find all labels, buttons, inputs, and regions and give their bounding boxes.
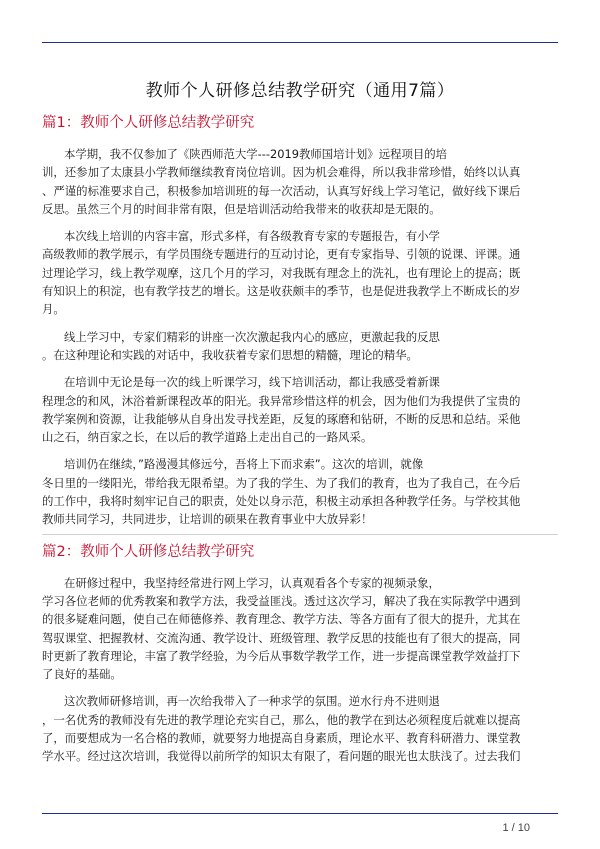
- paragraph: [42, 227, 558, 318]
- text-line: 训，还参加了太康县小学教师继续教育岗位培训。因为机会难得，所以我非常珍惜，始终以认真: [42, 165, 521, 180]
- footer-rule: [42, 813, 558, 814]
- text-line: 学水平。经过这次培训，我觉得以前所学的知识太有限了，看问题的眼光也太肤浅了。过去我们: [42, 749, 521, 764]
- text-line: 月。: [42, 302, 65, 317]
- paragraph: [42, 328, 558, 365]
- paragraph: [42, 145, 558, 218]
- text-line: 程理念的和风，沐浴着新课程改革的阳光。我异常珍惜这样的机会，因为他们为我提供了宝贵的: [42, 393, 521, 408]
- text-line: 山之石，纳百家之长，在以后的教学道路上走出自己的一路风采。: [42, 430, 373, 445]
- document-title: 教师个人研修总结教学研究（通用7篇）: [145, 81, 455, 101]
- text-line: 的工作中，我将时刻牢记自己的职责，处处以身示范，积极主动承担各种教学任务。与学校其他: [42, 494, 521, 509]
- text-line: 这次教师研修培训，再一次给我带入了一种求学的氛围。逆水行舟不进则退: [64, 694, 440, 709]
- text-line: 学习各位老师的优秀教案和教学方法，我受益匪浅。透过这次学习，解决了我在实际教学中遇到: [42, 593, 521, 608]
- header-rule: [42, 42, 558, 43]
- paragraph: [42, 455, 558, 528]
- text-line: 时更新了教育理论，丰富了教学经验，为今后从事数学教学工作，进一步提高课堂教学效益打下: [42, 648, 521, 663]
- text-line: 在研修过程中，我坚持经常进行网上学习，认真观看各个专家的视频录象，: [64, 575, 440, 590]
- text-line: 冬日里的一缕阳光，带给我无限希望。为了我的学生、为了我们的教育，也为了我自己，在今后: [42, 475, 521, 490]
- paragraph: [42, 574, 558, 684]
- paragraph: [42, 373, 558, 446]
- section-1: [42, 114, 558, 535]
- text-line: 、严谨的标准要求自己，积极参加培训班的每一次活动，认真写好线上学习笔记，做好线下课后: [42, 183, 521, 198]
- text-line: ，一名优秀的教师没有先进的教学理论充实自己，那么，他的教学在到达必须程度后就难以提高: [42, 712, 521, 727]
- text-line: 了，而要想成为一名合格的教师，就要努力地提高自身素质，理论水平、教育科研潜力、课堂教: [42, 731, 521, 746]
- text-line: 了良好的基础。: [42, 667, 122, 682]
- text-line: 本次线上培训的内容丰富，形式多样，有各级教育专家的专题报告，有小学: [64, 229, 440, 244]
- text-line: 有知识上的积淀，也有教学技艺的增长。这是收获颇丰的季节，也是促进我教学上不断成长的岁: [42, 284, 521, 299]
- document-body: [42, 114, 558, 775]
- text-line: 教师共同学习，共同进步，让培训的硕果在教育事业中大放异彩！: [42, 512, 373, 527]
- section-heading: 篇1：教师个人研修总结教学研究: [42, 115, 255, 131]
- text-line: 线上学习中，专家们精彩的讲座一次次激起我内心的感应，更激起我的反思: [64, 329, 440, 344]
- text-line: 教学案例和资源，让我能够从自身出发寻找差距，反复的琢磨和钻研，不断的反思和总结。采他: [42, 411, 521, 426]
- text-line: 培训仍在继续，”路漫漫其修远兮，吾将上下而求索”。这次的培训，就像: [64, 457, 424, 472]
- text-line: 的很多疑难问题，使自己在师德修养、教育理念、教学方法、等各方面有了很大的提升，尤其在: [42, 612, 521, 627]
- text-line: 高级教师的教学展示，有学员围绕专题进行的互动讨论，更有专家指导、引领的说课、评课。通: [42, 247, 521, 262]
- text-line: 反思。虽然三个月的时间非常有限，但是培训活动给我带来的收获却是无限的。: [42, 201, 441, 216]
- text-line: 。在这种理论和实践的对话中，我收获着专家们思想的精髓，理论的精华。: [42, 347, 418, 362]
- paragraph: [42, 692, 558, 765]
- text-line: 过理论学习，线上教学观摩，这几个月的学习，对我既有理念上的洗礼，也有理论上的提高；既: [42, 265, 521, 280]
- section-heading: 篇2：教师个人研修总结教学研究: [42, 543, 255, 560]
- page-number: 1 / 10: [502, 822, 530, 834]
- text-line: 驾驭课堂、把握教材、交流沟通、教学设计、班级管理、教学反思的技能也有了很大的提高，同: [42, 630, 521, 645]
- text-line: 本学期，我不仅参加了《陕西师范大学---2019教师国培计划》远程项目的培: [64, 147, 448, 161]
- text-line: 在培训中无论是每一次的线上听课学习，线下培训活动，都让我感受着新课: [64, 375, 440, 390]
